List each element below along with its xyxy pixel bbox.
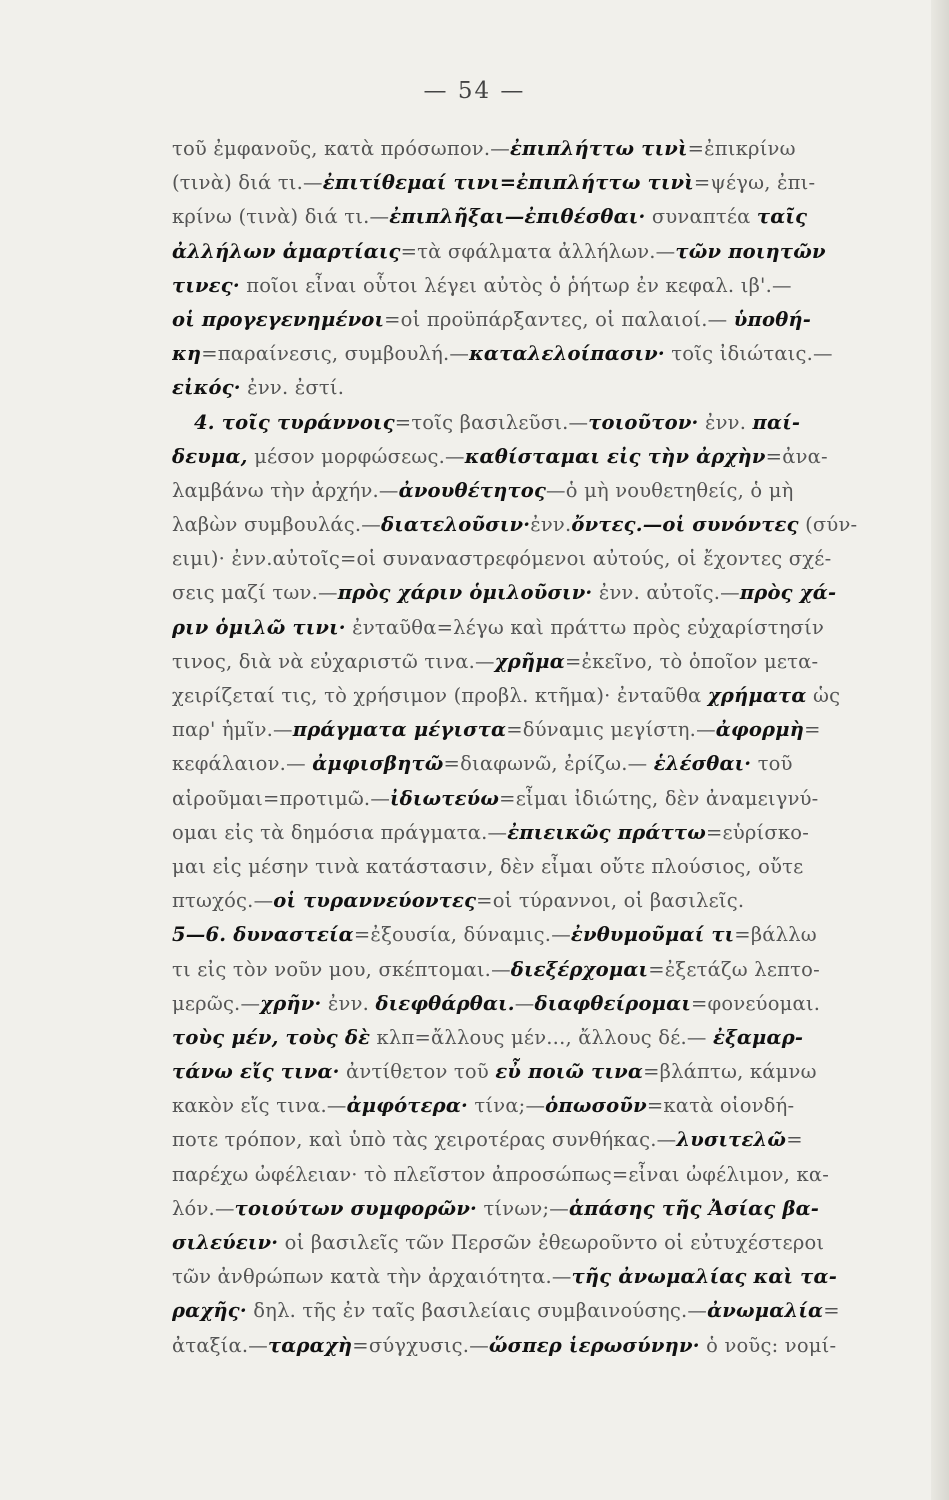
gloss-text: =τοῖς βασιλεῦσι.— [394, 410, 589, 434]
text-line [172, 303, 940, 337]
gloss-text: παρ' ἡμῖν.— [172, 718, 293, 742]
gloss-text: =βάλλω [734, 923, 817, 947]
gloss-text: =παραίνεσις, συμβουλή.— [201, 342, 470, 366]
headword: πρὸς χάριν ὁμιλοῦσιν· [337, 581, 593, 605]
gloss-text: ἐνν. αὐτοῖς.— [592, 581, 740, 605]
gloss-text: =δύναμις μεγίστη.— [506, 718, 716, 742]
text-line [172, 850, 940, 884]
gloss-text: ἀντίθετον τοῦ [339, 1060, 496, 1084]
gloss-text: ὡς [806, 684, 841, 707]
gloss-text: συναπτέα [645, 205, 757, 229]
headword: οἱ τυραννεύοντες [273, 889, 477, 913]
headword: ὥσπερ ἱερωσύνην· [488, 1333, 700, 1357]
gloss-text: — [514, 991, 535, 1015]
gloss-text: τι εἰς τὸν νοῦν μου, σκέπτομαι.— [172, 957, 511, 981]
gloss-text: =οἱ τύραννοι, οἱ βασιλεῖς. [476, 889, 745, 913]
gloss-text: =κατὰ οἱονδή- [646, 1094, 795, 1118]
headword: ταραχὴ [267, 1333, 353, 1357]
headword: κη [172, 342, 202, 366]
headword: χρῆμα [494, 649, 565, 673]
text-line [172, 645, 940, 679]
text-block [172, 132, 940, 1363]
gloss-text: σεις μαζί των.— [172, 581, 338, 605]
gloss-text: μέσον μορφώσεως.— [247, 444, 465, 468]
gloss-text: λόν.— [172, 1196, 235, 1220]
text-line [172, 1226, 940, 1260]
headword: καθίσταμαι εἰς τὴν ἀρχὴν [464, 444, 766, 468]
headword: 4. τοῖς τυράννοις [194, 410, 395, 434]
text-line [172, 816, 940, 850]
headword: ἐνθυμοῦμαί τι [570, 923, 735, 947]
headword: διατελοῦσιν· [381, 513, 531, 537]
headword: ταῖς [756, 205, 808, 229]
headword: οἱ προγεγενημένοι [172, 307, 385, 331]
text-line [172, 782, 940, 816]
gloss-text: κρίνω (τινὰ) διά τι.— [172, 205, 390, 229]
text-line [172, 987, 940, 1021]
headword: παί- [752, 410, 801, 434]
gloss-text: παρέχω ὠφέλειαν· τὸ πλεῖστον ἀπροσώπως=εἶναι ὠφέλιμον, κα- [172, 1162, 830, 1186]
gloss-text: μαι εἰς μέσην τινὰ κατάστασιν, δὲν εἶμαι οὔτε πλούσιος, οὔτε [172, 854, 804, 878]
headword: διεξέρχομαι [510, 957, 649, 981]
gloss-text: ἐνν. [698, 410, 753, 434]
text-line [172, 1260, 940, 1294]
headword: ριν ὁμιλῶ τινι· [172, 615, 346, 639]
headword: σιλεύειν· [172, 1231, 279, 1254]
text-line [172, 1123, 940, 1157]
gloss-text: =εἶμαι ἰδιώτης, δὲν ἀναμειγνύ- [499, 786, 819, 810]
headword: ὑποθή- [733, 307, 812, 331]
headword: ὄντες.—οἱ συνόντες [571, 513, 799, 537]
text-line [172, 576, 940, 610]
text-line [172, 1021, 940, 1055]
headword: τινες· [172, 273, 240, 297]
gloss-text: =οἱ προϋπάρξαντες, οἱ παλαιοί.— [384, 307, 734, 331]
headword: τοιούτων συμφορῶν· [234, 1196, 478, 1220]
text-line [172, 953, 940, 987]
gloss-text: =φονεύομαι. [690, 991, 821, 1015]
gloss-text: κεφάλαιον.— [172, 752, 313, 776]
text-line [172, 679, 940, 713]
headword: τοιοῦτον· [588, 410, 699, 434]
text-line [172, 747, 940, 781]
headword: χρήματα [707, 684, 807, 707]
gloss-text: μερῶς.— [172, 991, 261, 1015]
headword: ὁπωσοῦν [545, 1094, 647, 1118]
gloss-text: =διαφωνῶ, ἐρίζω.— [443, 752, 654, 776]
gloss-text: ἐνν. [321, 991, 376, 1015]
headword: εἰκός· [172, 376, 241, 400]
gloss-text: ποτε τρόπον, καὶ ὑπὸ τὰς χειροτέρας συνθήκας.— [172, 1128, 677, 1152]
headword: διαφθείρομαι [534, 991, 691, 1015]
headword: πράγματα μέγιστα [292, 718, 507, 742]
headword: ἁπάσης τῆς Ἀσίας βα- [568, 1196, 820, 1220]
gloss-text: ὁ νοῦς: νομί- [699, 1333, 837, 1357]
gloss-text: δηλ. τῆς ἐν ταῖς βασιλείαις συμβαινούσης.— [246, 1299, 708, 1323]
headword: τάνω εἴς τινα· [172, 1060, 340, 1084]
text-line [172, 611, 940, 645]
headword: ραχῆς· [172, 1299, 247, 1323]
gloss-text: ἐνν. ἐστί. [240, 376, 345, 400]
headword: τοὺς μέν, τοὺς δὲ [172, 1025, 371, 1049]
gloss-text: τίνων;— [477, 1196, 569, 1220]
text-line [172, 1294, 940, 1328]
gloss-text: τοῖς ἰδιώταις.— [664, 342, 833, 366]
text-line [172, 406, 940, 440]
gloss-text: =ἐκεῖνο, τὸ ὁποῖον μετα- [564, 649, 819, 673]
gloss-text: ἐνταῦθα=λέγω καὶ πράττω πρὸς εὐχαρίστησίν [345, 615, 825, 639]
page-number: — 54 — [423, 78, 526, 104]
gloss-text: =τὰ σφάλματα ἀλλήλων.— [400, 239, 676, 263]
gloss-text: = [804, 718, 821, 742]
headword: πρὸς χά- [739, 581, 837, 605]
text-line [172, 371, 940, 405]
headword: ἐπιτίθεμαί τινι=ἐπιπλήττω τινὶ [322, 171, 694, 195]
gloss-text: =ἐξουσία, δύναμις.— [353, 923, 571, 947]
headword: ἐξαμαρ- [713, 1025, 804, 1049]
text-line [172, 1192, 940, 1226]
gloss-text: =ψέγω, ἐπι- [693, 171, 816, 195]
headword: ἀνωμαλία [707, 1299, 824, 1323]
headword: χρῆν· [260, 991, 322, 1015]
gloss-text: πτωχός.— [172, 889, 274, 913]
text-line [172, 132, 940, 166]
gloss-text: (σύν- [798, 513, 858, 537]
gloss-text: χειρίζεταί τις, τὸ χρήσιμον (προβλ. κτῆμα)· ἐνταῦθα [172, 684, 708, 707]
headword: εὖ ποιῶ τινα [495, 1060, 644, 1084]
gloss-text: τοῦ [751, 752, 793, 776]
gloss-text: =βλάπτω, κάμνω [643, 1060, 817, 1084]
text-line [172, 474, 940, 508]
gloss-text: αἱροῦμαι=προτιμῶ.— [172, 786, 391, 810]
headword: διεφθάρθαι. [375, 991, 515, 1015]
headword: λυσιτελῶ [676, 1128, 787, 1152]
gloss-text: τινος, διὰ νὰ εὐχαριστῶ τινα.— [172, 649, 495, 673]
gloss-text: —ὁ μὴ νουθετηθείς, ὁ μὴ [546, 478, 794, 502]
headword: τῆς ἀνωμαλίας καὶ τα- [571, 1265, 837, 1289]
text-line [172, 1158, 940, 1192]
gloss-text: κακὸν εἴς τινα.— [172, 1094, 347, 1118]
headword: ἐπιπλήττω τινὶ [509, 137, 688, 160]
text-line [172, 440, 940, 474]
text-line [172, 1329, 940, 1363]
gloss-text: λαβὼν συμβουλάς.— [172, 513, 382, 537]
gloss-text: ἐνν. [530, 513, 572, 537]
text-line [172, 1055, 940, 1089]
gloss-text: τίνα;— [468, 1094, 546, 1118]
text-line [172, 235, 940, 269]
gloss-text: ποῖοι εἶναι οὗτοι λέγει αὐτὸς ὁ ῥήτωρ ἐν κεφαλ. ιβ'.— [239, 273, 792, 297]
text-line [172, 713, 940, 747]
gloss-text: κλπ=ἄλλους μέν..., ἄλλους δέ.— [370, 1025, 714, 1049]
headword: ἰδιωτεύω [390, 786, 500, 810]
headword: 5—6. δυναστεία [172, 923, 354, 947]
text-line [172, 200, 940, 234]
headword: ἀφορμὴ [715, 718, 805, 742]
headword: ἐπιεικῶς πράττω [507, 820, 706, 844]
gloss-text: τῶν ἀνθρώπων κατὰ τὴν ἀρχαιότητα.— [172, 1265, 572, 1289]
gloss-text: =ἀνα- [765, 444, 828, 468]
gloss-text: =ἐπικρίνω [687, 137, 796, 160]
gloss-text: τοῦ ἐμφανοῦς, κατὰ πρόσωπον.— [172, 137, 510, 160]
headword: ἀμφισβητῶ [312, 752, 444, 776]
text-line [172, 884, 940, 918]
gloss-text: =ἐξετάζω λεπτο- [648, 957, 820, 981]
headword: ἀνουθέτητος [398, 478, 547, 502]
gloss-text: = [823, 1299, 840, 1323]
headword: δευμα, [172, 444, 248, 468]
headword: ἑλέσθαι· [653, 752, 752, 776]
headword: καταλελοίπασιν· [469, 342, 665, 366]
text-line [172, 337, 940, 371]
gloss-text: (τινὰ) διά τι.— [172, 171, 323, 195]
gloss-text: ειμι)· ἐνν.αὐτοῖς=οἱ συναναστρεφόμενοι αὐτούς, οἱ ἔχοντες σχέ- [172, 547, 832, 571]
gloss-text: ομαι εἰς τὰ δημόσια πράγματα.— [172, 820, 508, 844]
headword: ἐπιπλῆξαι—ἐπιθέσθαι· [389, 205, 646, 229]
text-line [172, 918, 940, 952]
headword: ἀλλήλων ἁμαρτίαις [172, 239, 401, 263]
gloss-text: =εὑρίσκο- [705, 820, 810, 844]
text-line [172, 542, 940, 576]
gloss-text: = [786, 1128, 803, 1152]
text-line [172, 269, 940, 303]
gloss-text: ἀταξία.— [172, 1333, 268, 1357]
text-line [172, 166, 940, 200]
gloss-text: οἱ βασιλεῖς τῶν Περσῶν ἐθεωροῦντο οἱ εὐτυχέστεροι [278, 1231, 825, 1254]
gloss-text: =σύγχυσις.— [352, 1333, 489, 1357]
gloss-text: λαμβάνω τὴν ἀρχήν.— [172, 478, 399, 502]
headword: τῶν ποιητῶν [675, 239, 826, 263]
text-line [172, 1089, 940, 1123]
text-line [172, 508, 940, 542]
headword: ἀμφότερα· [346, 1094, 469, 1118]
